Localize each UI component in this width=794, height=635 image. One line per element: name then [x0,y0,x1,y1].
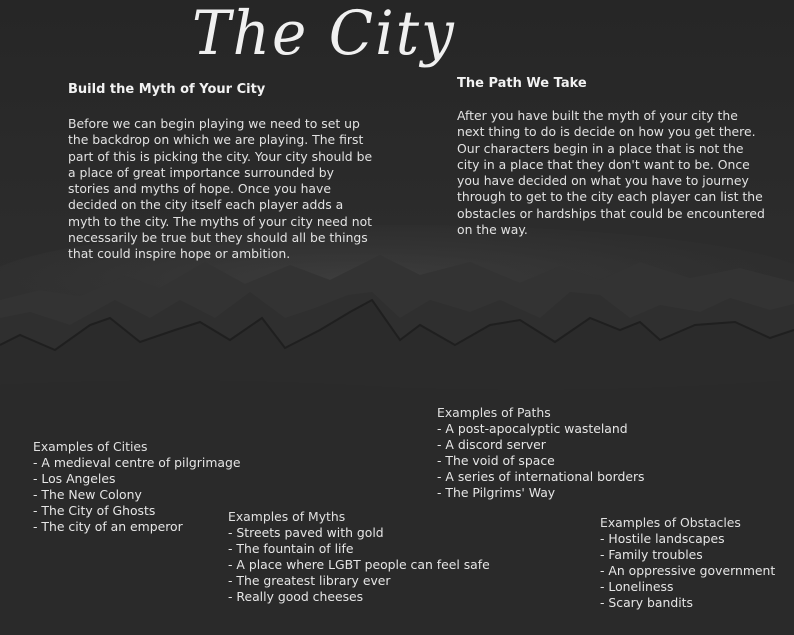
list-item: - The Pilgrims' Way [437,485,556,500]
list-item: - Family troubles [600,547,703,562]
myths-list [228,509,490,605]
list-item: - A place where LGBT people can feel safe [228,557,490,572]
myth-section-body: Before we can begin playing we need to set up the backdrop on which we are playing. The first part of this is picking the city. Your city should be a place of great importance surrounded by stories and myths of hope. Once you have decided on the city itself each player adds a myth to the city. The myths of your city need not necessarily be true but they should all be things that could inspire hope or ambition. [68,116,373,262]
list-item: - Los Angeles [33,471,116,486]
list-item: - A series of international borders [437,469,645,484]
path-section-heading: The Path We Take [457,76,587,91]
list-item: - The void of space [437,453,555,468]
path-section-body: After you have built the myth of your city the next thing to do is decide on how you get there. Our characters begin in a place that is not the city in a place that they don't want to be. Once you have decided on what you have to journey through to get to the city each player can list the obstacles or hardships that could be encountered on the way. [457,108,765,238]
list-item: - Hostile landscapes [600,531,725,546]
list-item: - A post-apocalyptic wasteland [437,421,628,436]
list-item: - Loneliness [600,579,674,594]
list-item: - The New Colony [33,487,142,502]
list-item: - Really good cheeses [228,589,364,604]
list-item: - An oppressive government [600,563,776,578]
list-item: - Scary bandits [600,595,693,610]
page-title: The City [192,0,456,69]
list-item: - Streets paved with gold [228,525,384,540]
obstacles-list [600,515,775,611]
list-item: - The City of Ghosts [33,503,156,518]
cities-heading: Examples of Cities [33,439,148,454]
paths-heading: Examples of Paths [437,405,551,420]
paths-list [437,405,645,501]
obstacles-heading: Examples of Obstacles [600,515,741,530]
list-item: - The greatest library ever [228,573,391,588]
list-item: - A medieval centre of pilgrimage [33,455,241,470]
list-item: - The city of an emperor [33,519,183,534]
cities-list [33,439,240,535]
myth-section-heading: Build the Myth of Your City [68,82,266,97]
list-item: - A discord server [437,437,546,452]
myths-heading: Examples of Myths [228,509,346,524]
list-item: - The fountain of life [228,541,354,556]
